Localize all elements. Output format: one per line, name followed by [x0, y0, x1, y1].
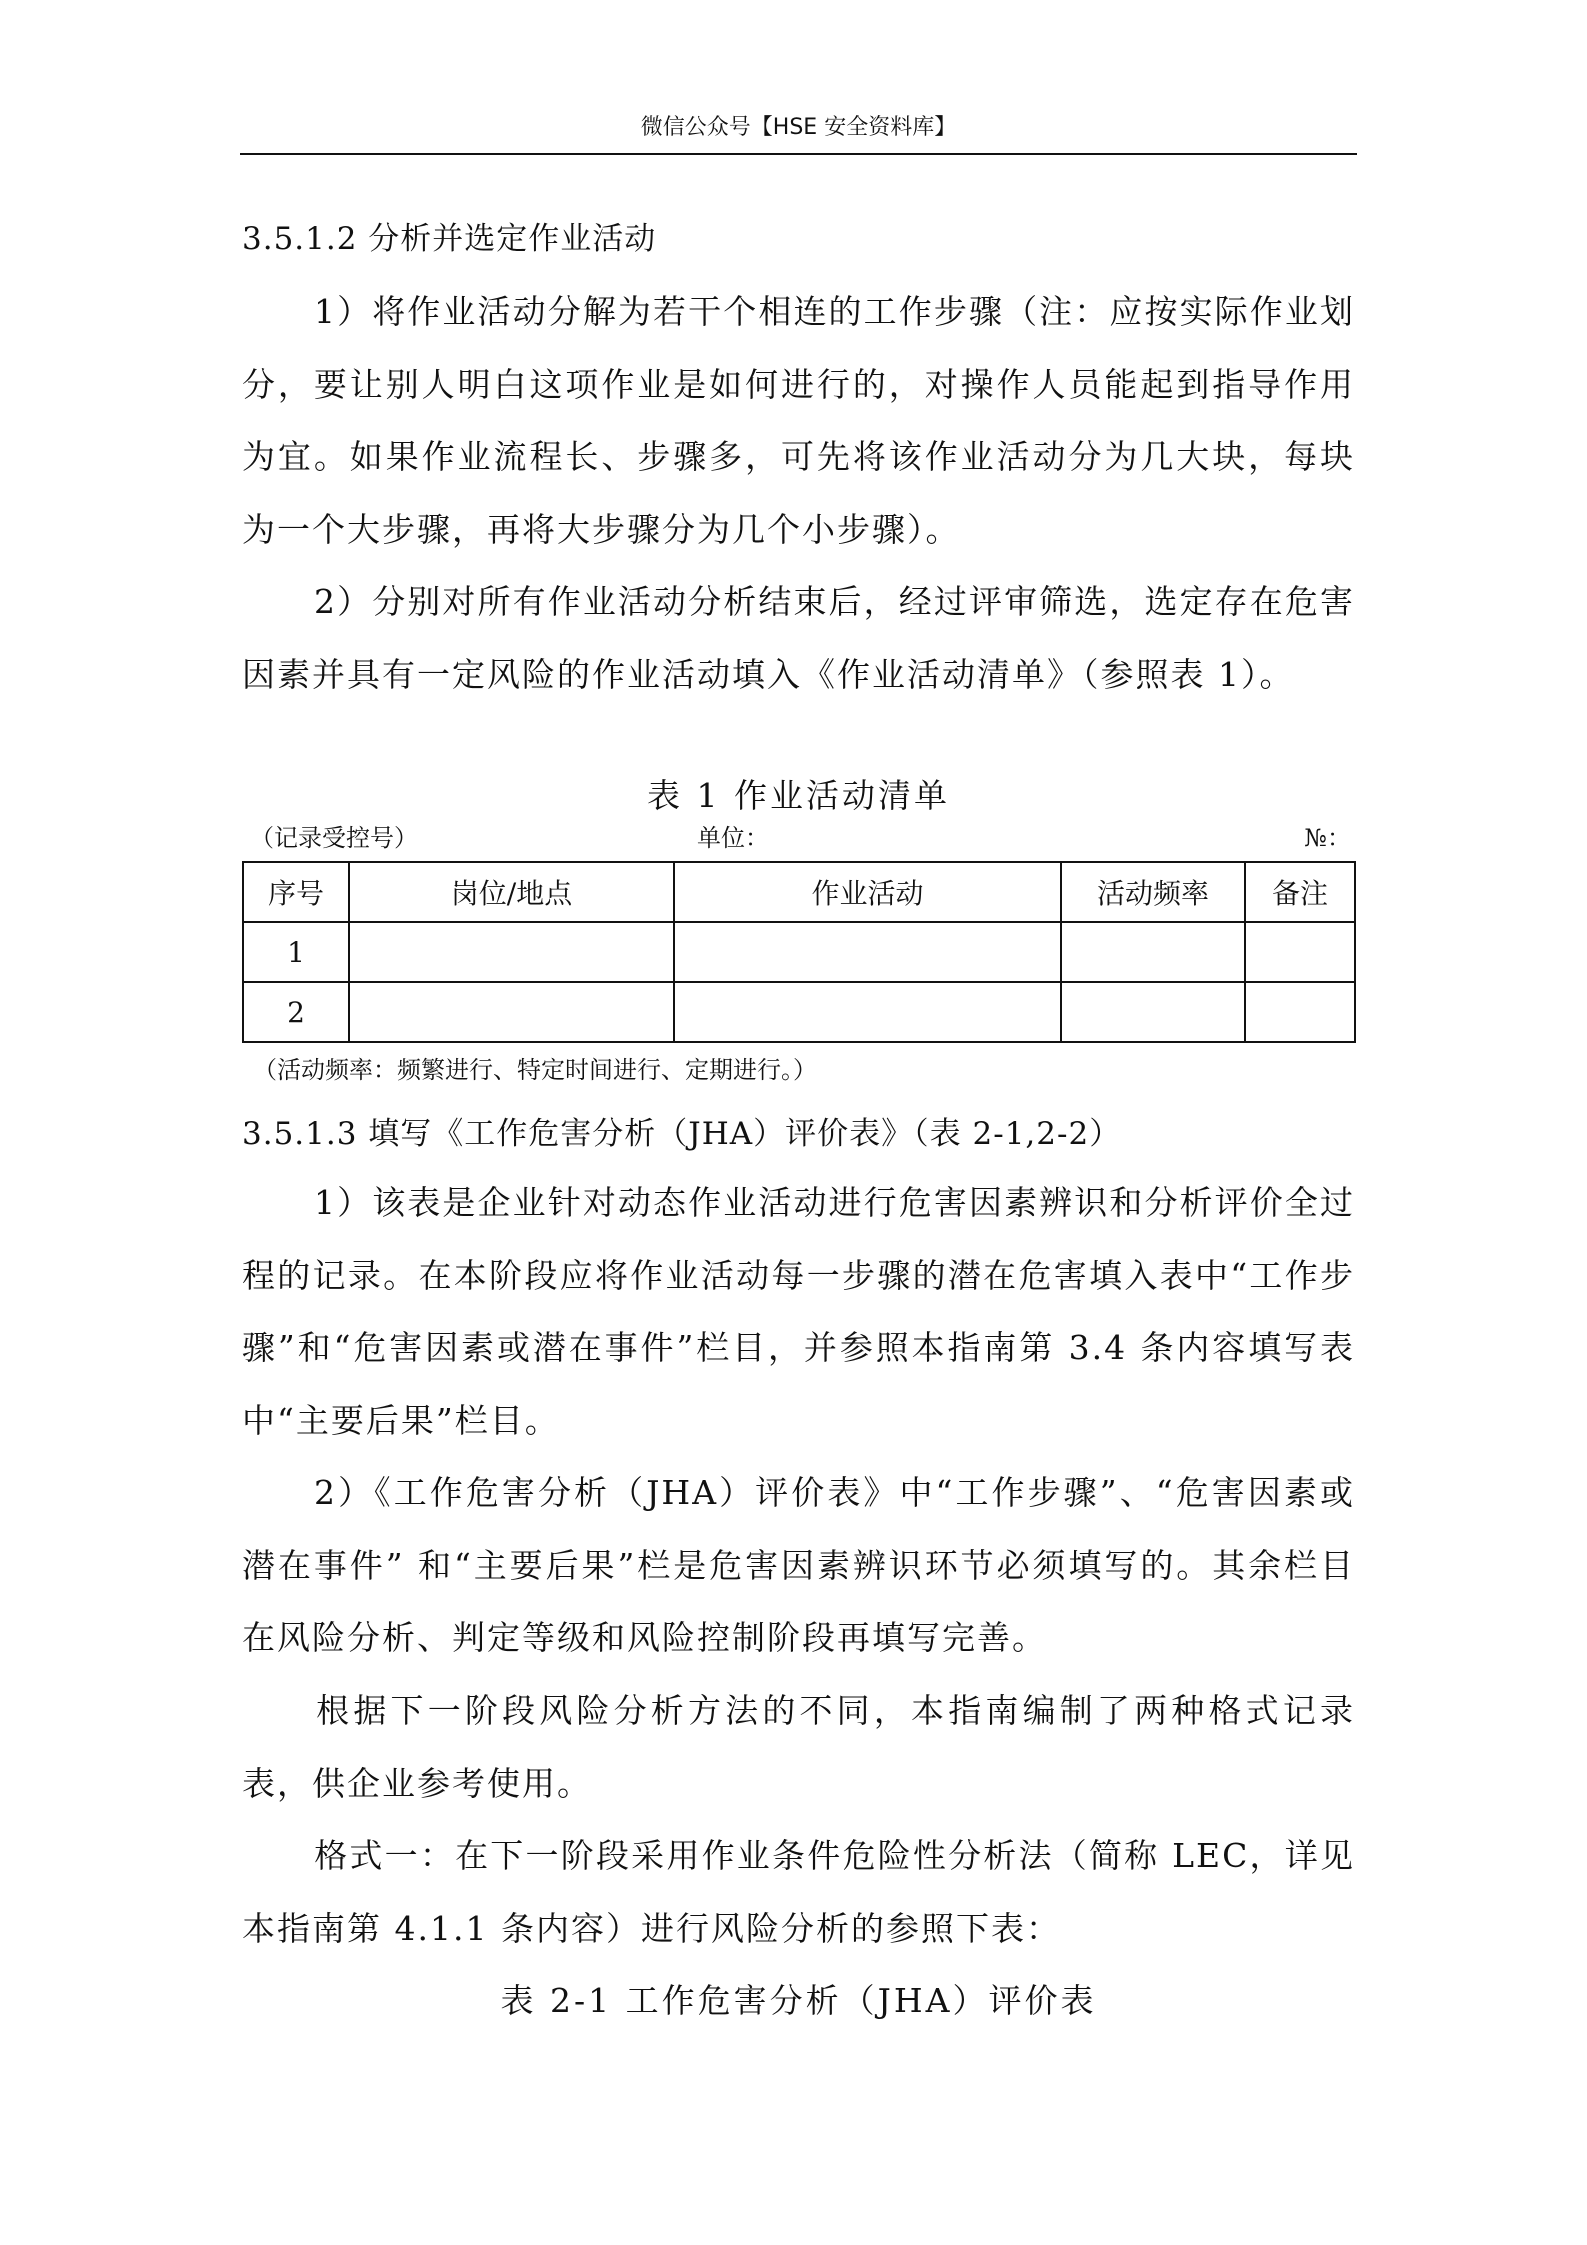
table-caption: 表 1 作业活动清单: [647, 776, 950, 815]
table-caption: 表 2-1 工作危害分析（JHA）评价表: [500, 1981, 1097, 2020]
table-row: [243, 982, 1355, 1042]
table-cell: [674, 982, 1061, 1042]
table-cell: [1061, 922, 1245, 982]
paragraph: [242, 1675, 1355, 1820]
paragraph-text: 1）该表是企业针对动态作业活动进行危害因素辨识和分析评价全过程的记录。在本阶段应将作业活动每一步骤的潜在危害填入表中“工作步骤”和“危害因素或潜在事件”栏目，并参照本指南第 3.4 条内容填写表中“主要后果”栏目。: [242, 1183, 1355, 1440]
paragraph: [242, 1820, 1355, 1965]
table-header-row: [243, 862, 1355, 922]
paragraph: [242, 566, 1355, 711]
table-cell: 1: [243, 922, 349, 982]
section-heading-3513: 3.5.1.3 填写《工作危害分析（JHA）评价表》（表 2-1,2-2）: [242, 1116, 1122, 1152]
header-cell: 备注: [1245, 862, 1355, 922]
table-cell: [1245, 922, 1355, 982]
header-cell: 活动频率: [1061, 862, 1245, 922]
table-row: [243, 922, 1355, 982]
paragraph-text: 根据下一阶段风险分析方法的不同，本指南编制了两种格式记录表，供企业参考使用。: [242, 1691, 1355, 1803]
record-control-number: （记录受控号）: [250, 824, 418, 852]
paragraph-text: 2）分别对所有作业活动分析结束后，经过评审筛选，选定存在危害因素并具有一定风险的作业活动填入《作业活动清单》（参照表 1）。: [242, 582, 1355, 694]
table-cell: [349, 922, 674, 982]
paragraph: [242, 1457, 1355, 1675]
table-cell: [1061, 982, 1245, 1042]
activity-list-table: [242, 861, 1356, 1043]
number-label: №：: [1304, 824, 1351, 852]
unit-label: 单位：: [697, 824, 769, 852]
table-meta-line: [242, 818, 1355, 852]
table-cell: [1245, 982, 1355, 1042]
header-cell: 序号: [243, 862, 349, 922]
section-heading-3512: 3.5.1.2 分析并选定作业活动: [242, 221, 657, 257]
paragraph-text: 格式一：在下一阶段采用作业条件危险性分析法（简称 LEC，详见本指南第 4.1.1 条内容）进行风险分析的参照下表：: [242, 1836, 1355, 1948]
header-cell: 作业活动: [674, 862, 1061, 922]
table-cell: [674, 922, 1061, 982]
paragraph-text: 2）《工作危害分析（JHA）评价表》中“工作步骤”、“危害因素或潜在事件” 和“主要后果”栏是危害因素辨识环节必须填写的。其余栏目在风险分析、判定等级和风险控制阶段再填写完善。: [242, 1473, 1355, 1657]
table-note: （活动频率：频繁进行、特定时间进行、定期进行。）: [253, 1056, 817, 1084]
header-cell: 岗位/地点: [349, 862, 674, 922]
table-cell: [349, 982, 674, 1042]
page-header: 微信公众号【HSE 安全资料库】: [240, 108, 1357, 155]
paragraph: [242, 276, 1355, 566]
table-cell: 2: [243, 982, 349, 1042]
paragraph: [242, 1167, 1355, 1457]
paragraph-text: 1）将作业活动分解为若干个相连的工作步骤（注：应按实际作业划分，要让别人明白这项作业是如何进行的，对操作人员能起到指导作用为宜。如果作业流程长、步骤多，可先将该作业活动分为几大块，每块为一个大步骤，再将大步骤分为几个小步骤）。: [242, 292, 1355, 549]
